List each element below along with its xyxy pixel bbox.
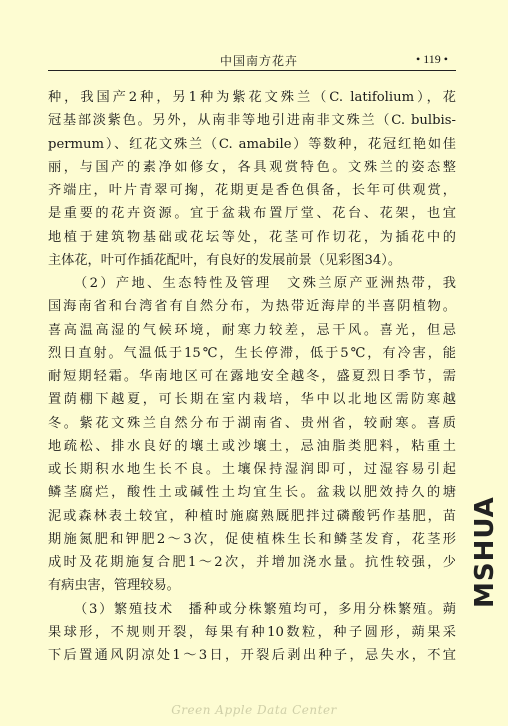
section-heading-line: （3）繁殖技术 播种或分株繁殖均可，多用分株繁殖。蒴 — [74, 601, 456, 617]
text-line: 冠基部淡紫色。另外，从南非等地引进南非文殊兰（C. bulbis- — [48, 113, 456, 129]
running-header — [48, 52, 456, 70]
text-line: 耐短期轻霜。华南地区可在露地安全越冬，盛夏烈日季节，需 — [48, 369, 456, 384]
running-title: 中国南方花卉 — [220, 54, 299, 68]
text-line: 烈日直射。气温低于15℃，生长停滞，低于5℃，有冷害，能 — [48, 345, 456, 361]
text-line: 齐端庄，叶片青翠可掬，花期更是香色俱备，长年可供观赏， — [48, 183, 456, 198]
bottom-watermark: Green Apple Data Center — [171, 703, 337, 717]
text-line: 果球形，不规则开裂，每果有种10数粒，种子圆形，蒴果采 — [48, 624, 456, 640]
text-line: 种，我国产2种，另1种为紫花文殊兰（C. latifolium），花 — [48, 90, 456, 105]
text-line: 泥或森林表土较宜，种植时施腐熟厩肥拌过磷酸钙作基肥，苗 — [48, 508, 456, 524]
text-line: 鳞茎腐烂，酸性土或碱性土均宜生长。盆栽以肥效持久的塘 — [48, 485, 456, 501]
text-line: 国海南省和台湾省有自然分布，为热带近海岸的半喜阴植物。 — [48, 299, 456, 315]
body-text — [48, 86, 456, 667]
text-line: 喜高温高湿的气候环境，耐寒力较差，忌干风。喜光，但忌 — [48, 322, 456, 338]
side-watermark: MSHUA — [470, 496, 500, 608]
text-line: 置荫棚下越夏，可长期在室内栽培，华中以北地区需防寒越 — [48, 392, 456, 408]
page-number: • 119 • — [416, 52, 448, 66]
header-rule — [48, 70, 456, 71]
text-line: 是重要的花卉资源。宜于盆栽布置厅堂、花台、花架，也宜 — [48, 206, 456, 222]
text-line: 冬。紫花文殊兰自然分布于湖南省、贵州省，较耐寒。喜质 — [48, 415, 456, 431]
text-line: 主体花，叶可作插花配叶，有良好的发展前景（见彩图34）。 — [48, 252, 402, 268]
text-line: 地疏松、排水良好的壤土或沙壤土，忌油脂类肥料，粘重土 — [48, 438, 456, 454]
text-line: 期施氮肥和钾肥2～3次，促使植株生长和鳞茎发育，花茎形 — [48, 531, 456, 547]
text-line: 下后置通风阴凉处1～3日，开裂后剥出种子，忌失水，不宜 — [48, 648, 456, 663]
text-line: 有病虫害，管理较易。 — [48, 578, 180, 594]
text-line: 地植于建筑物基础或花坛等处，花茎可作切花，为插花中的 — [48, 229, 456, 245]
text-line: 成时及花期施复合肥1～2次，并增加浇水量。抗性较强，少 — [48, 555, 456, 570]
text-line: permum）、红花文殊兰（C. amabile）等数种，花冠红艳如佳 — [48, 136, 456, 152]
section-heading-line: （2）产地、生态特性及管理 文殊兰原产亚洲热带，我 — [74, 276, 456, 291]
text-line: 或长期积水地生长不良。土壤保持湿润即可，过湿容易引起 — [48, 462, 456, 477]
text-line: 丽，与国产的素净如修女，各具观赏特色。文殊兰的姿态整 — [48, 159, 456, 175]
